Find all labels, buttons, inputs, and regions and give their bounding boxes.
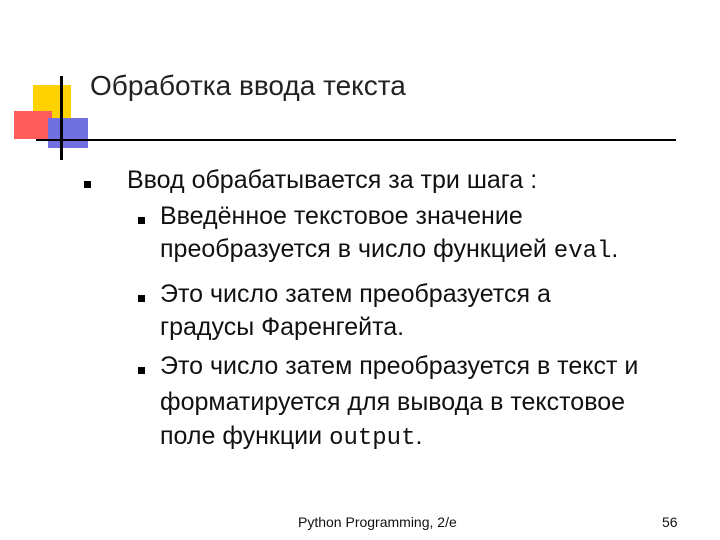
sub-bullet-3-line1: Это число затем преобразуется в текст и (160, 352, 639, 380)
sub-bullet-2-line2: градусы Фаренгейта. (160, 313, 405, 341)
code-output: output (329, 425, 416, 452)
decor-vertical-line (60, 76, 63, 160)
sub-bullet-1-line2: преобразуется в число функцией eval. (160, 235, 619, 265)
sub-bullet-2-line1: Это число затем преобразуется а (160, 280, 551, 308)
code-eval: eval (553, 238, 612, 265)
decor-blue-square (48, 118, 88, 148)
footer-book-title: Python Programming, 2/e (298, 514, 457, 530)
bullet-main-text: Ввод обрабатывается за три шага : (127, 166, 538, 194)
sub-bullet-3-marker (138, 367, 145, 374)
bullet-main-marker (84, 181, 91, 188)
decor-red-square (14, 111, 52, 139)
slide-title: Обработка ввода текста (90, 70, 406, 101)
sub-bullet-3-line3: поле функции output. (160, 422, 423, 452)
sub-bullet-2-marker (138, 295, 145, 302)
sub-bullet-1-line1: Введённое текстовое значение (160, 202, 523, 230)
sub-bullet-1-marker (138, 217, 145, 224)
title-underline (36, 139, 676, 141)
footer-page-number: 56 (662, 514, 678, 530)
sub-bullet-3-line2: форматируется для вывода в текстовое (160, 388, 626, 416)
